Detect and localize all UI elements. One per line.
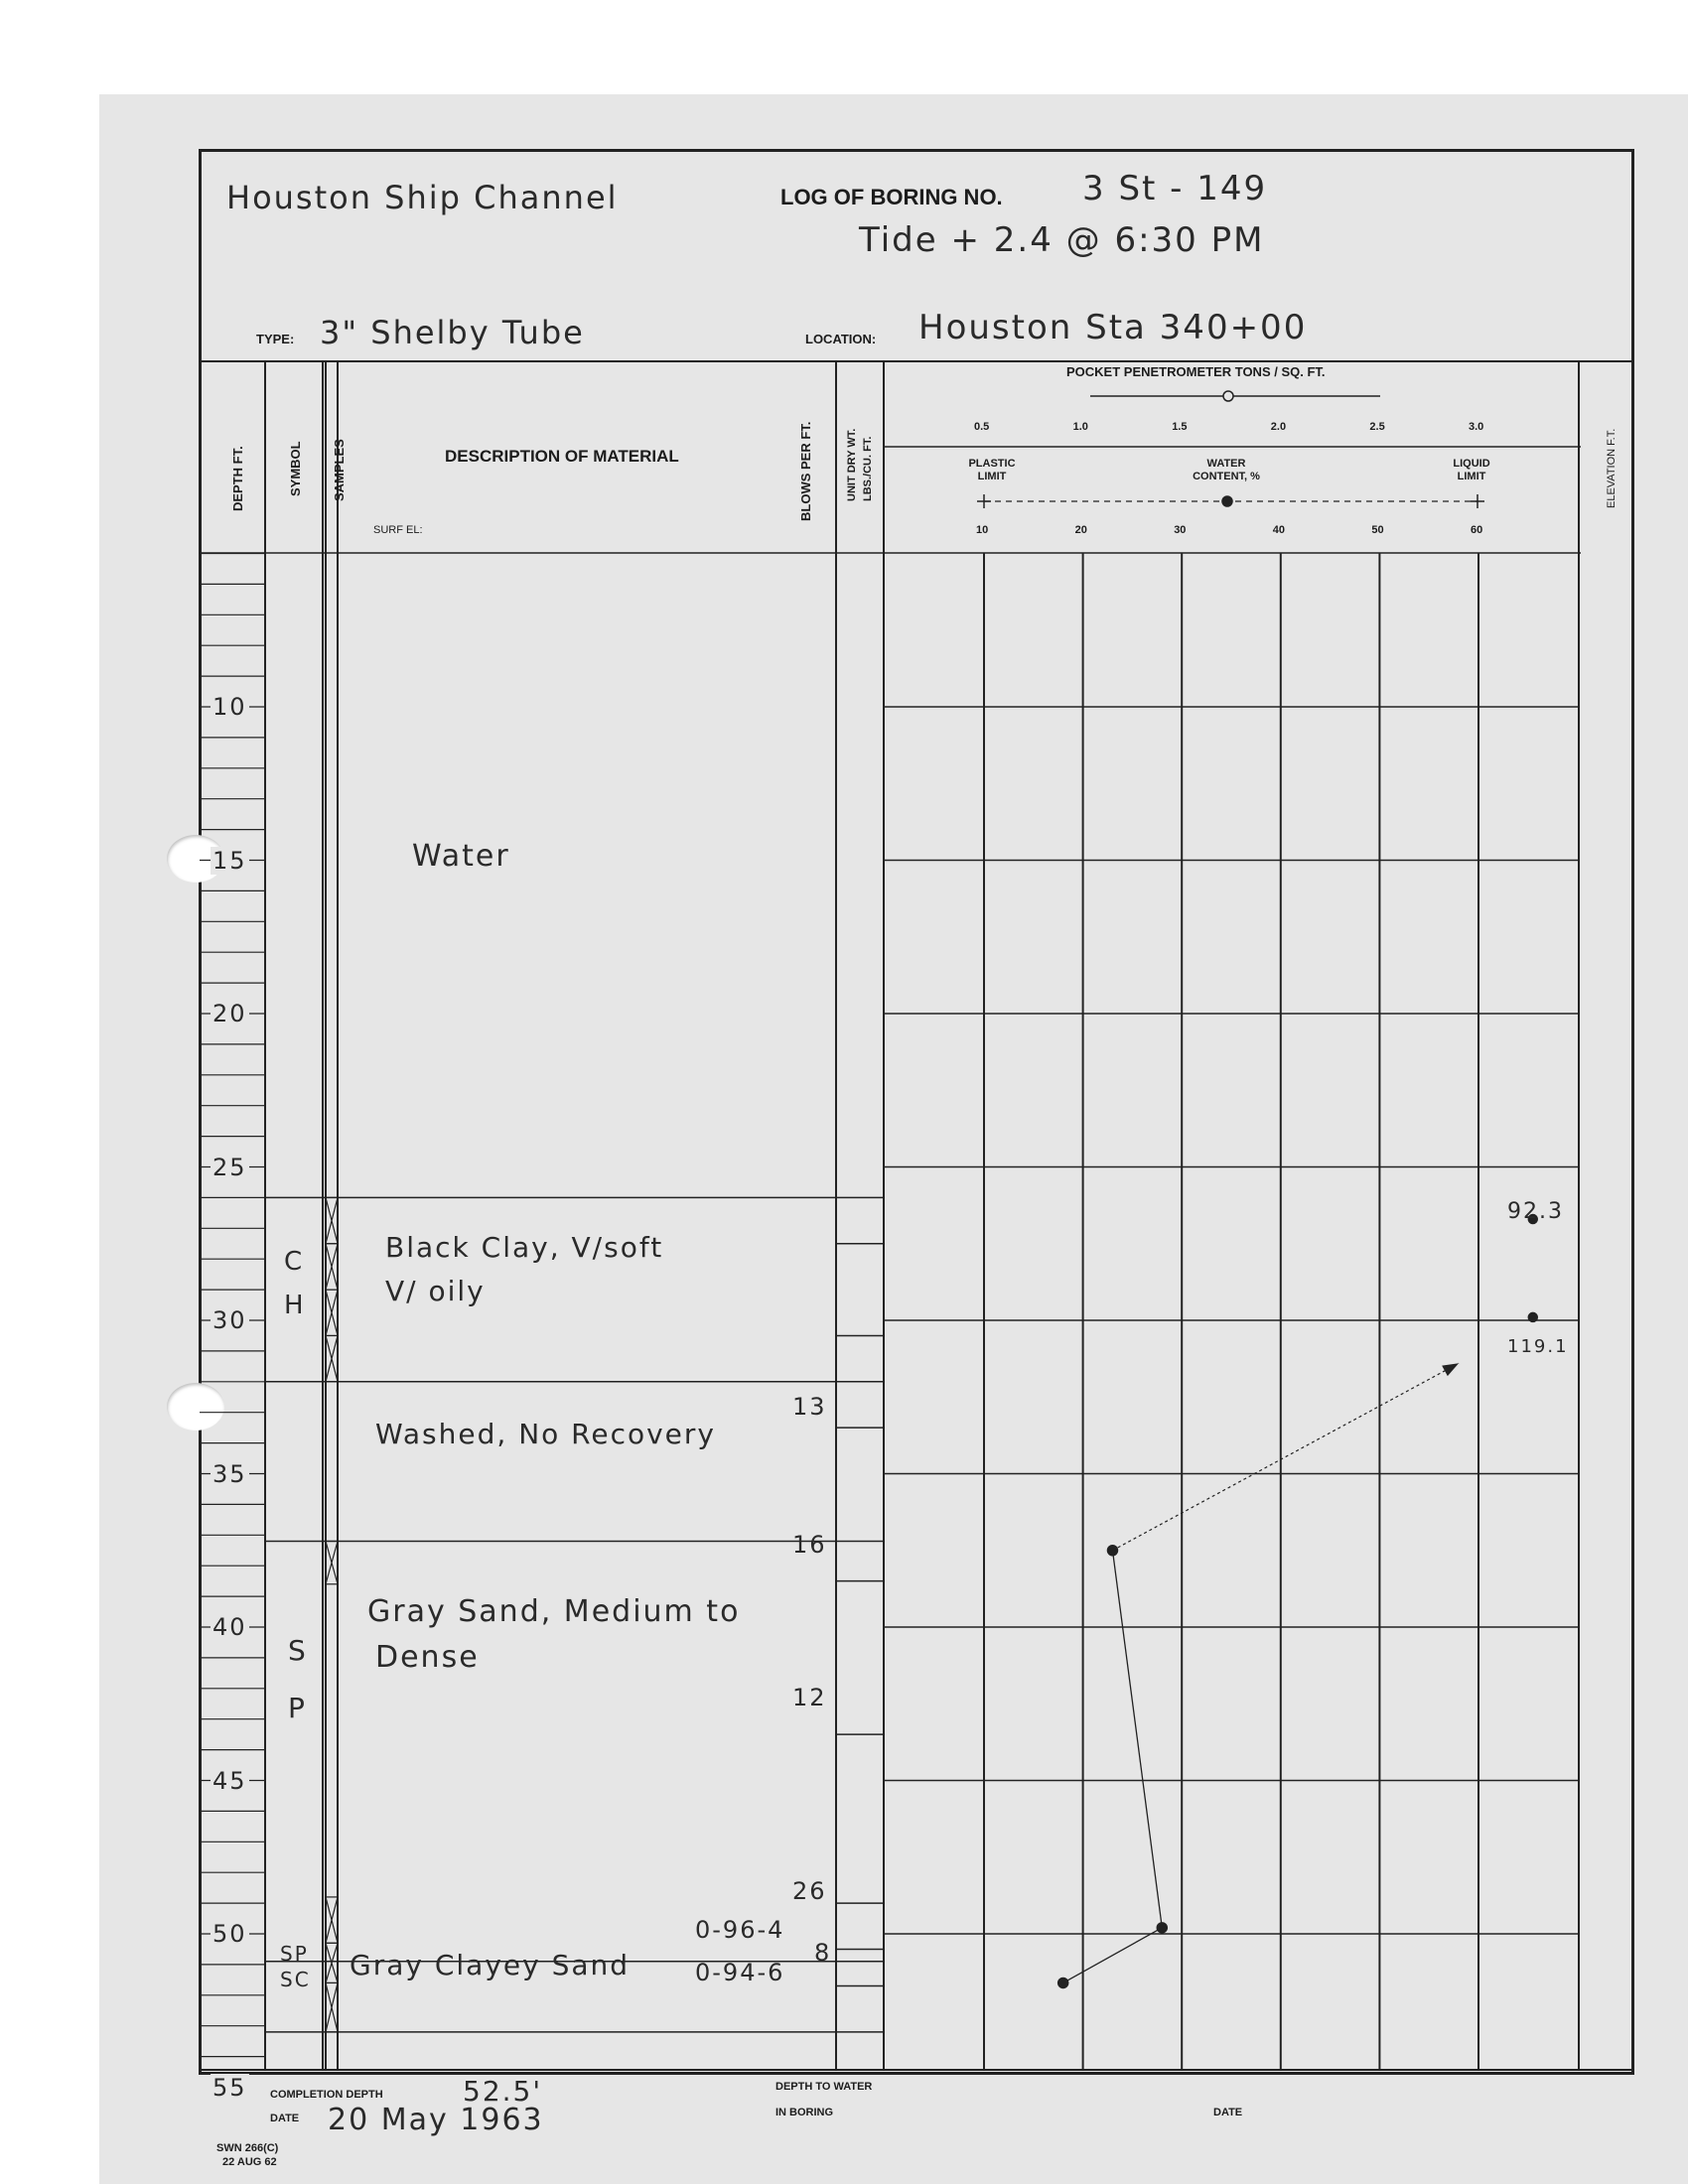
- location-value: Houston Sta 340+00: [918, 308, 1308, 347]
- blows-value: 8: [814, 1938, 832, 1967]
- depth-tick-label: 35: [212, 1459, 247, 1488]
- penetrometer-tick-label: 2.0: [1270, 421, 1287, 433]
- layer-5-description: Gray Clayey Sand: [350, 1949, 631, 1981]
- water-content-tick-label: 40: [1272, 524, 1286, 536]
- location-label: LOCATION:: [805, 332, 877, 346]
- depth-tick-label: 10: [212, 693, 247, 721]
- data-label-119-1: 119.1: [1507, 1336, 1569, 1357]
- sample-code: 0-96-4: [695, 1916, 785, 1944]
- unit-weight-header-2: LBS./CU. FT.: [862, 436, 874, 501]
- depth-tick-label: 15: [212, 846, 247, 875]
- layer-5-symbol: SP: [280, 1942, 309, 1966]
- water-content-tick-label: 20: [1074, 524, 1087, 536]
- depth-tick-label: 25: [212, 1153, 247, 1181]
- form-date: 22 AUG 62: [222, 2156, 277, 2168]
- labeled-point: [1528, 1312, 1537, 1321]
- trend-arrow-head: [1442, 1363, 1459, 1376]
- blows-value: 26: [792, 1876, 827, 1905]
- layer-4-symbol: S: [288, 1634, 308, 1667]
- water-content-point: [1058, 1978, 1068, 1987]
- water-content-tick-label: 60: [1471, 524, 1483, 536]
- penetrometer-label: POCKET PENETROMETER TONS / SQ. FT.: [1066, 364, 1326, 379]
- project-name: Houston Ship Channel: [226, 179, 619, 216]
- layer-1-description: Water: [412, 839, 510, 874]
- water-content-tick-label: 30: [1174, 524, 1187, 536]
- plastic-limit-label-2: LIMIT: [977, 471, 1007, 482]
- layer-2-description: Black Clay, V/soft: [385, 1231, 664, 1264]
- date-value: 20 May 1963: [328, 2103, 544, 2137]
- surface-elevation-label: SURF EL:: [373, 524, 423, 536]
- liquid-limit-label-1: LIQUID: [1453, 458, 1490, 470]
- penetrometer-tick-label: 1.5: [1172, 421, 1188, 433]
- type-value: 3" Shelby Tube: [320, 314, 585, 351]
- depth-tick-label: 20: [212, 1000, 247, 1027]
- water-content-label-2: CONTENT, %: [1193, 471, 1260, 482]
- description-column-header: DESCRIPTION OF MATERIAL: [445, 447, 679, 466]
- trend-arrow: [1112, 1363, 1459, 1550]
- layer-2-symbol-line2: H: [284, 1291, 306, 1320]
- depth-tick-label: 45: [212, 1766, 247, 1795]
- sample-code: 0-94-6: [695, 1959, 785, 1987]
- plastic-limit-label-1: PLASTIC: [968, 458, 1016, 470]
- penetrometer-tick-label: 2.5: [1369, 421, 1385, 433]
- layer-5-symbol-line2: SC: [280, 1968, 311, 1991]
- penetrometer-tick-label: 1.0: [1072, 421, 1088, 433]
- water-content-tick-label: 10: [976, 524, 989, 536]
- water-content-segment: [1112, 1551, 1162, 1928]
- completion-depth-label: COMPLETION DEPTH: [270, 2089, 383, 2101]
- type-label: TYPE:: [256, 332, 295, 346]
- depth-column-header: DEPTH FT.: [230, 446, 245, 511]
- layer-3-description: Washed, No Recovery: [375, 1418, 716, 1450]
- date-label: DATE: [270, 2113, 300, 2124]
- log-label: LOG OF BORING NO.: [780, 185, 1003, 209]
- layer-2-symbol: C: [284, 1247, 305, 1277]
- blows-column-header: BLOWS PER FT.: [798, 421, 813, 521]
- water-content-segment: [1063, 1928, 1163, 1983]
- elevation-column-header: ELEVATION F.T.: [1606, 428, 1618, 508]
- form-number: SWN 266(C): [216, 2142, 279, 2154]
- blows-value: 13: [792, 1392, 827, 1421]
- liquid-limit-label-2: LIMIT: [1457, 471, 1486, 482]
- tide-note: Tide + 2.4 @ 6:30 PM: [859, 220, 1265, 260]
- depth-tick-label: 40: [212, 1613, 247, 1641]
- data-label-92-3: 92.3: [1507, 1199, 1564, 1224]
- unit-weight-header-1: UNIT DRY WT.: [846, 428, 858, 501]
- layer-4-description-line2: Dense: [375, 1640, 480, 1675]
- layer-4-symbol-line2: P: [288, 1692, 307, 1724]
- depth-to-water-label-2: IN BORING: [775, 2107, 834, 2118]
- blows-value: 12: [792, 1684, 827, 1712]
- penetrometer-tick-label: 3.0: [1469, 421, 1484, 433]
- layer-4-description: Gray Sand, Medium to: [367, 1594, 741, 1629]
- depth-to-water-label: DEPTH TO WATER: [775, 2081, 873, 2093]
- boring-number: 3 St - 149: [1082, 169, 1268, 208]
- depth-tick-label: 55: [212, 2073, 247, 2102]
- depth-tick-label: 30: [212, 1306, 247, 1334]
- depth-tick-label: 50: [212, 1920, 247, 1948]
- blows-value: 16: [792, 1530, 827, 1559]
- water-content-label-1: WATER: [1206, 458, 1246, 470]
- water-content-point: [1157, 1923, 1167, 1933]
- layer-2-description-line2: V/ oily: [385, 1275, 486, 1307]
- symbol-column-header: SYMBOL: [288, 441, 303, 496]
- samples-column-header: SAMPLES: [332, 439, 347, 501]
- water-content-tick-label: 50: [1371, 524, 1384, 536]
- water-date-label: DATE: [1213, 2107, 1243, 2118]
- penetrometer-tick-label: 0.5: [974, 421, 990, 433]
- completion-depth-value: 52.5': [463, 2075, 543, 2108]
